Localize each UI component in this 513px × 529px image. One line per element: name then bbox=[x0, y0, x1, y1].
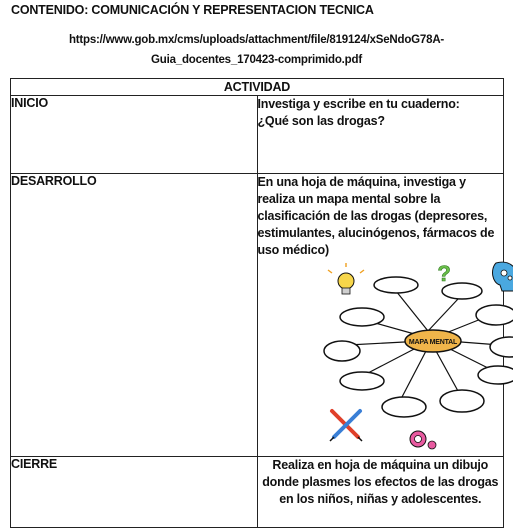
row-text-desarrollo bbox=[257, 174, 504, 457]
mind-map-bubble bbox=[490, 337, 513, 357]
mind-map-branch bbox=[368, 347, 418, 373]
mind-map-bubble bbox=[478, 366, 513, 384]
table-row bbox=[11, 457, 504, 528]
question-mark-icon bbox=[437, 261, 450, 286]
mind-map-branch bbox=[436, 351, 458, 391]
source-url-line2: Guia_docentes_170423-comprimido.pdf bbox=[151, 54, 362, 66]
lightbulb-icon bbox=[328, 263, 364, 294]
table-row bbox=[11, 174, 504, 457]
row-text-inicio bbox=[257, 96, 504, 174]
mind-map-illustration bbox=[318, 261, 513, 456]
table-row bbox=[11, 96, 504, 174]
mind-map-bubble bbox=[382, 397, 426, 417]
mind-map-branch bbox=[402, 351, 426, 397]
mind-map-branch bbox=[428, 299, 458, 331]
row-label-inicio: INICIO bbox=[11, 96, 258, 174]
mind-map-branch bbox=[396, 291, 428, 331]
row-label-cierre: CIERRE bbox=[11, 457, 258, 528]
mind-map-bubble bbox=[440, 390, 484, 412]
activity-header-row bbox=[11, 79, 504, 96]
document-heading: CONTENIDO: COMUNICACIÓN Y REPRESENTACION TECNICA bbox=[11, 3, 374, 17]
svg-text:?: ? bbox=[436, 261, 451, 286]
mind-map-bubble bbox=[340, 308, 384, 326]
mind-map-bubble bbox=[374, 277, 418, 293]
mind-map-bubble bbox=[324, 341, 360, 361]
head-gears-icon bbox=[492, 262, 513, 291]
mind-map-center-label: MAPA MENTAL bbox=[408, 339, 457, 346]
inicio-line1: Investiga y escribe en tu cuaderno: bbox=[257, 97, 460, 111]
source-url-line1: https://www.gob.mx/cms/uploads/attachment/file/819124/xSeNdoG78A- bbox=[68, 34, 445, 46]
gear-icon bbox=[410, 431, 436, 449]
pencils-icon bbox=[330, 411, 362, 441]
mind-map-branch bbox=[446, 347, 490, 369]
row-text-cierre: Realiza en hoja de máquina un dibujo donde plasmes los efectos de las drogas en los niños, niñas y adolescentes. bbox=[257, 457, 504, 528]
desarrollo-text: En una hoja de máquina, investiga y realiza un mapa mental sobre la clasificación de las drogas (depresores, estimulantes, alucinógenos, fármacos de uso médico) bbox=[257, 175, 495, 257]
activity-table bbox=[10, 78, 504, 528]
mind-map-bubble bbox=[476, 305, 513, 325]
mind-map-bubble bbox=[340, 372, 384, 390]
row-label-desarrollo: DESARROLLO bbox=[11, 174, 258, 457]
inicio-line2: ¿Qué son las drogas? bbox=[257, 114, 385, 128]
activity-header: ACTIVIDAD bbox=[11, 79, 504, 96]
